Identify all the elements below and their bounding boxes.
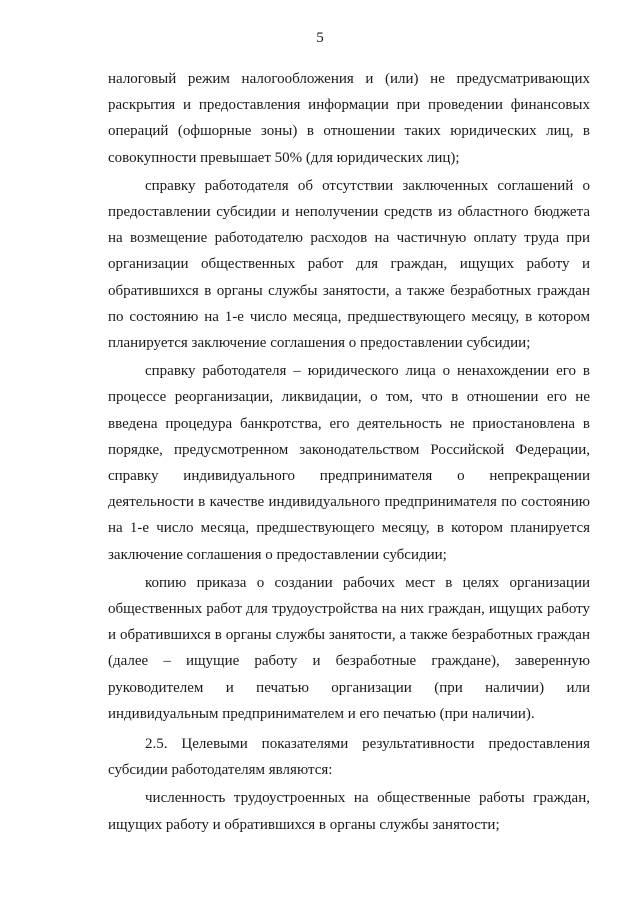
paragraph-employer-subsidy-certificate: справку работодателя об отсутствии заключенных соглашений о предоставлении субсидии и неполучении средств из областного бюджета на возмещение работодателю расходов на частичную оплату труда при организации общественных работ для граждан, ищущих работу и обратившихся в органы службы занятости, а также безработных граждан по состоянию на 1-е число месяца, предшествующего месяцу, в котором планируется заключение соглашения о предоставлении субсидии;: [108, 177, 590, 352]
paragraph-continuation: налоговый режим налогообложения и (или) не предусматривающих раскрытия и предоставления информации при проведении финансовых операций (офшорные зоны) в отношении таких юридических лиц, в совокупности превышает 50% (для юридических лиц);: [108, 71, 590, 166]
paragraph-section-2-5: 2.5. Целевыми показателями результативности предоставления субсидии работодателям являются:: [108, 736, 590, 779]
page-number: 5: [316, 30, 324, 46]
paragraph-employment-count: численность трудоустроенных на общественные работы граждан, ищущих работу и обратившихся в органы службы занятости;: [108, 790, 590, 833]
paragraph-order-copy: копию приказа о создании рабочих мест в целях организации общественных работ для трудоустройства на них граждан, ищущих работу и обратившихся в органы службы занятости, а также безработных граждан (далее – ищущие работу и безработные граждане), заверенную руководителем и печатью организации (при наличии) или индивидуальным предпринимателем и его печатью (при наличии).: [108, 574, 590, 722]
paragraph-reorganization-certificate: справку работодателя – юридического лица о ненахождении его в процессе реорганизации, ликвидации, о том, что в отношении его не введена процедура банкротства, его деятельность не приостановлена в порядке, предусмотренном законодательством Российской Федерации, справку индивидуального предпринимателя о непрекращении деятельности в качестве индивидуального предпринимателя по состоянию на 1-е число месяца, предшествующего месяцу, в котором планируется заключение соглашения о предоставлении субсидии;: [108, 363, 590, 563]
document-body: [108, 66, 590, 840]
